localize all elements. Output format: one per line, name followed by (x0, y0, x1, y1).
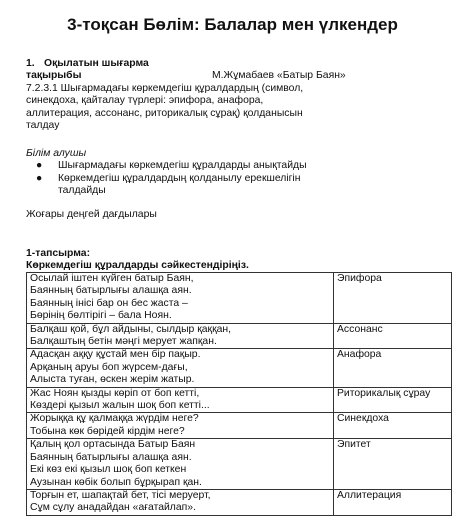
poem-excerpt-cell: Балқаш қой, бұл айдыны, сылдыр қаққан, Балқаштың бетін мәңгі мерует жапқан. (27, 323, 334, 349)
table-row (27, 387, 452, 413)
poem-excerpt-cell: Жас Ноян қызды көріп от боп кетті, Көздері қызыл жалын шоқ боп кетті... (27, 387, 334, 413)
task-subheading: Көркемдегіш құралдарды сәйкестендіріңіз. (26, 260, 249, 272)
list-item: ● Шығармадағы көркемдегіш құралдарды анықтайды (36, 160, 307, 172)
table-row (27, 349, 452, 387)
table-row (27, 439, 452, 490)
bullet-icon: ● (36, 172, 43, 184)
table-row (27, 489, 452, 515)
poem-excerpt-cell: Жорыққа құ қалмаққа жүрдім неге? Тобына көк бөрідей кірдім неге? (27, 413, 334, 439)
table-row (27, 413, 452, 439)
objective-list (26, 160, 446, 197)
page-title: 3-тоқсан Бөлім: Балалар мен үлкендер (67, 15, 398, 34)
task-header (26, 248, 446, 273)
learner-objectives (26, 148, 446, 198)
author-work: М.Жұмабаев «Батыр Баян» (212, 70, 346, 82)
objective-line: синекдоха, қайталау түрлері: эпифора, анафора, (26, 95, 264, 107)
device-term-cell: Ассонанс (334, 323, 452, 349)
device-term-cell: Аллитерация (334, 489, 452, 515)
poem-excerpt-cell: Қалың қол ортасында Батыр Баян Баянның батырлығы алашқа аян. Екі көз екі қызыл шоқ боп кеткен Аузынан көбік болып бұрқырап қан. (27, 439, 334, 490)
section-label-line1: 1. Оқылатын шығарма (26, 58, 149, 69)
learners-heading: Білім алушы (26, 148, 87, 159)
device-term-cell: Риторикалық сұрау (334, 387, 452, 413)
objective-line: 7.2.3.1 Шығармадағы көркемдегіш құралдардың (символ, (26, 82, 304, 94)
skills-level: Жоғары деңгей дағдылары (26, 209, 157, 220)
poem-excerpt-cell: Торғын ет, шапақтай бет, тісі меруерт, Сұм сұлу анадайдан «ағатайлап». (27, 489, 334, 515)
matching-table (26, 272, 452, 516)
table-row (27, 323, 452, 349)
device-term-cell: Анафора (334, 349, 452, 387)
objective-line: талдау (26, 120, 60, 132)
device-term-cell: Эпифора (334, 273, 452, 324)
device-term-cell: Эпитет (334, 439, 452, 490)
objective-text (26, 83, 446, 133)
poem-excerpt-cell: Осылай іштен күйген батыр Баян, Баянның батырлығы алашқа аян. Баянның інісі бар он бес жаста – Бөрінің бөлтірігі – бала Ноян. (27, 273, 334, 324)
section-reading-work (26, 58, 446, 132)
list-item: ● Көркемдегіш құралдардың қолданылу ерекшелігін талдайды (36, 172, 301, 197)
device-term-cell: Синекдоха (334, 413, 452, 439)
poem-excerpt-cell: Адасқан аққу құстай мен бір пақыр. Арқаның аруы боп жүрсем-дағы, Алыста туған, өскен жерім жатыр. (27, 349, 334, 387)
section-number: 1. (26, 58, 35, 69)
table-row (27, 273, 452, 324)
section-label-line2: тақырыбы (26, 70, 82, 82)
objective-line: аллитерация, ассонанс, риторикалық сұрақ) қолданысын (26, 107, 303, 119)
bullet-icon: ● (36, 160, 43, 172)
task-heading: 1-тапсырма: (26, 248, 91, 259)
